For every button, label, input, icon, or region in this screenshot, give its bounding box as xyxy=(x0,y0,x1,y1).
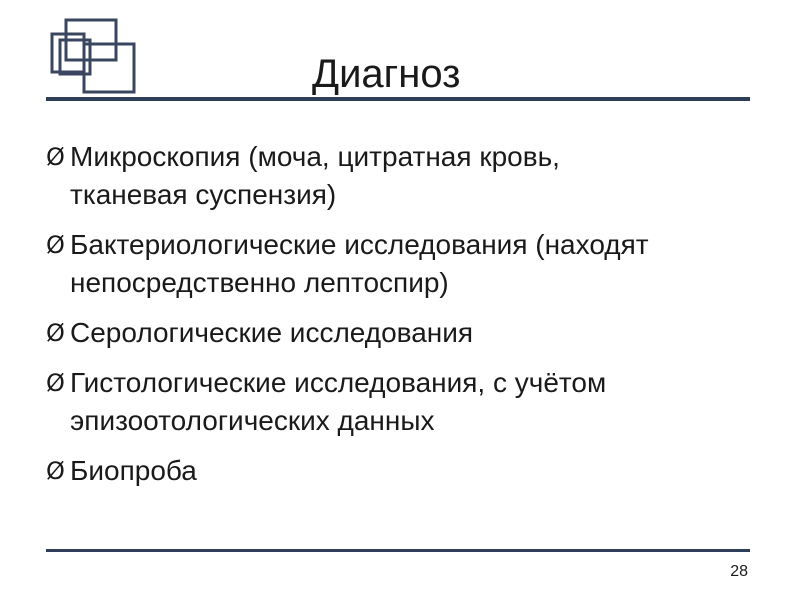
bullet-text: Биопроба xyxy=(70,455,197,486)
bullet-item xyxy=(46,138,756,214)
arrow-bullet-icon: Ø xyxy=(46,231,65,259)
bullet-item xyxy=(46,226,756,302)
arrow-bullet-icon: Ø xyxy=(46,457,65,485)
arrow-bullet-icon: Ø xyxy=(46,369,65,397)
bullet-text: Серологические исследования xyxy=(70,317,474,348)
page-number: 28 xyxy=(730,563,748,580)
overlapping-squares-icon xyxy=(46,18,138,96)
arrow-bullet-icon: Ø xyxy=(46,319,65,347)
title-divider xyxy=(46,97,750,101)
bullet-text: Бактериологические исследования (находят непосредственно лептоспир) xyxy=(70,229,649,298)
bullet-text: Микроскопия (моча, цитратная кровь, тканевая суспензия) xyxy=(70,141,560,210)
footer-divider xyxy=(46,549,750,552)
bullet-item xyxy=(46,364,756,440)
bullet-text: Гистологические исследования, с учётом эпизоотологических данных xyxy=(70,367,607,436)
slide-title: Диагноз xyxy=(312,52,461,96)
arrow-bullet-icon: Ø xyxy=(46,143,65,171)
bullet-list xyxy=(46,138,756,502)
bullet-item xyxy=(46,314,756,352)
bullet-item xyxy=(46,452,756,490)
